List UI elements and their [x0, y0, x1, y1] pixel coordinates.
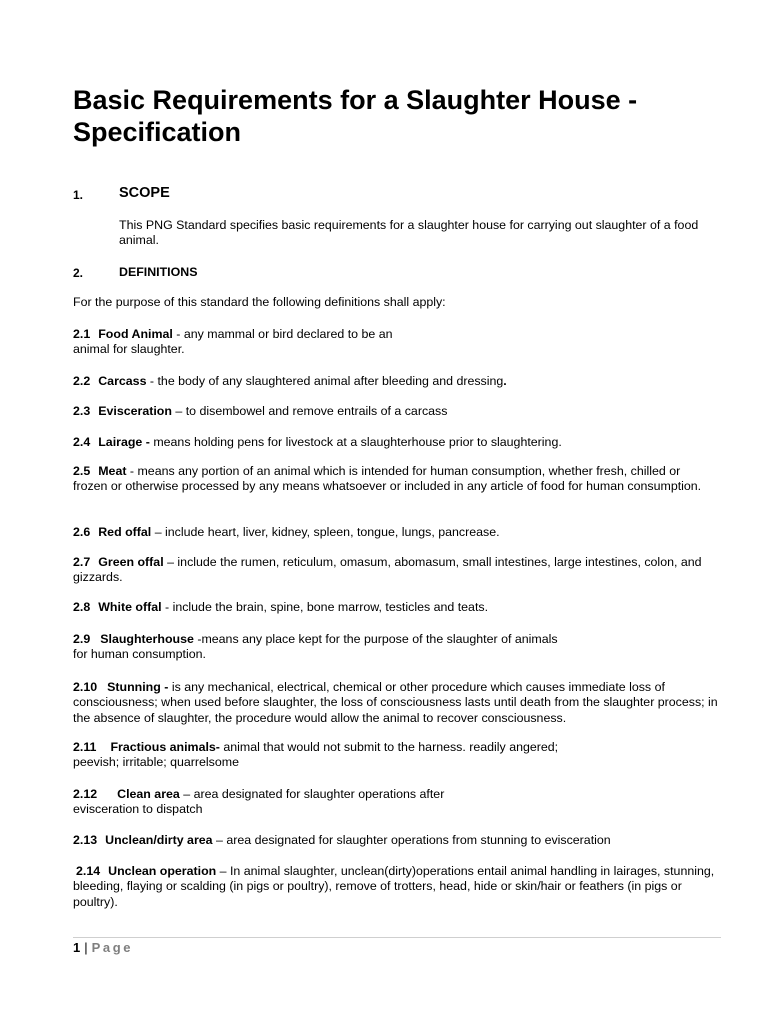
- footer-divider: [73, 937, 721, 938]
- definition-number: 2.2: [73, 374, 91, 388]
- definition-text: – area designated for slaughter operations after: [179, 787, 445, 801]
- definition-end-mark: .: [503, 374, 507, 388]
- definition-item: [73, 555, 713, 586]
- definition-term: Green offal: [98, 555, 164, 569]
- definition-item: [73, 600, 713, 615]
- definition-item: [73, 435, 713, 450]
- definition-number: 2.9: [73, 632, 91, 646]
- scope-paragraph: This PNG Standard specifies basic requirements for a slaughter house for carrying out slaughter of a food animal.: [119, 218, 699, 248]
- page-footer: [73, 940, 133, 955]
- definition-text: - the body of any slaughtered animal after bleeding and dressing: [146, 374, 504, 388]
- section-number-definitions: 2.: [73, 266, 84, 280]
- definition-term: Unclean operation: [108, 864, 217, 878]
- definition-term: Stunning -: [107, 680, 169, 694]
- definition-number: 2.7: [73, 555, 91, 569]
- definition-item: [73, 525, 713, 540]
- definitions-intro: For the purpose of this standard the following definitions shall apply:: [73, 295, 446, 309]
- definition-term: Food Animal: [98, 327, 173, 341]
- section-title-scope: SCOPE: [119, 185, 170, 201]
- footer-separator: |: [84, 940, 88, 955]
- definition-term: Carcass: [98, 374, 147, 388]
- definition-text-continued: evisceration to dispatch: [73, 802, 203, 817]
- section-number-scope: 1.: [73, 188, 84, 202]
- definition-term: Unclean/dirty area: [105, 833, 213, 847]
- definition-item: [73, 740, 713, 771]
- definition-term: Clean area: [117, 787, 180, 801]
- definition-number: 2.8: [73, 600, 91, 614]
- definition-number: 2.14: [76, 864, 101, 878]
- definition-text: animal that would not submit to the harness. readily angered;: [219, 740, 559, 754]
- definition-item: [73, 374, 713, 389]
- page-label: Page: [91, 940, 134, 955]
- definition-item: [73, 864, 718, 910]
- definition-number: 2.3: [73, 404, 91, 418]
- definition-text: - any mammal or bird declared to be an: [172, 327, 393, 341]
- definition-term: White offal: [98, 600, 162, 614]
- definition-text: - include the brain, spine, bone marrow, testicles and teats.: [161, 600, 489, 614]
- page-number: 1: [73, 940, 81, 955]
- definition-item: [73, 464, 713, 495]
- definition-term: Evisceration: [98, 404, 172, 418]
- definition-term: Slaughterhouse: [100, 632, 194, 646]
- definition-item: [73, 327, 713, 358]
- definition-text: – include heart, liver, kidney, spleen, tongue, lungs, pancrease.: [151, 525, 500, 539]
- definition-item: [73, 787, 713, 818]
- definition-item: [73, 833, 718, 848]
- definition-number: 2.11: [73, 740, 97, 754]
- definition-number: 2.6: [73, 525, 91, 539]
- definition-text: - means any portion of an animal which is intended for human consumption, whether fresh, chilled or frozen or otherwise processed by any means whatsoever or included in any article of food for human consumption.: [73, 464, 702, 494]
- definition-number: 2.13: [73, 833, 98, 847]
- document-title: Basic Requirements for a Slaughter House - Specification: [73, 85, 638, 147]
- definition-text-continued: peevish; irritable; quarrelsome: [73, 755, 239, 770]
- definition-term: Fractious animals-: [110, 740, 220, 754]
- definition-text: means holding pens for livestock at a slaughterhouse prior to slaughtering.: [149, 435, 562, 449]
- definition-number: 2.10: [73, 680, 98, 694]
- definition-text-continued: for human consumption.: [73, 647, 206, 662]
- definition-text: – In animal slaughter, unclean(dirty)operations entail animal handling in lairages, stunning, bleeding, flaying or scalding (in pigs or poultry), remove of trotters, head, hide or skin/hair or feathers (in pigs or poultry).: [73, 864, 715, 909]
- definition-text: is any mechanical, electrical, chemical or other procedure which causes immediate loss of consciousness; when used before slaughter, the loss of consciousness lasts until death from the slaughter process; in the absence of slaughter, the procedure would allow the animal to recover consciousness.: [73, 680, 718, 725]
- definition-number: 2.1: [73, 327, 91, 341]
- definition-term: Red offal: [98, 525, 152, 539]
- definition-term: Meat: [98, 464, 127, 478]
- section-title-definitions: DEFINITIONS: [119, 265, 198, 279]
- definition-item: [73, 632, 713, 663]
- definition-item: [73, 680, 718, 726]
- definition-term: Lairage -: [98, 435, 150, 449]
- definition-item: [73, 404, 713, 419]
- definition-text-continued: animal for slaughter.: [73, 342, 185, 357]
- definition-text: -means any place kept for the purpose of the slaughter of animals: [193, 632, 558, 646]
- definition-number: 2.4: [73, 435, 91, 449]
- definition-text: – area designated for slaughter operations from stunning to evisceration: [212, 833, 611, 847]
- definition-number: 2.12: [73, 787, 98, 801]
- definition-text: – to disembowel and remove entrails of a carcass: [171, 404, 448, 418]
- definition-number: 2.5: [73, 464, 91, 478]
- definition-text: – include the rumen, reticulum, omasum, abomasum, small intestines, large intestines, colon, and gizzards.: [73, 555, 702, 585]
